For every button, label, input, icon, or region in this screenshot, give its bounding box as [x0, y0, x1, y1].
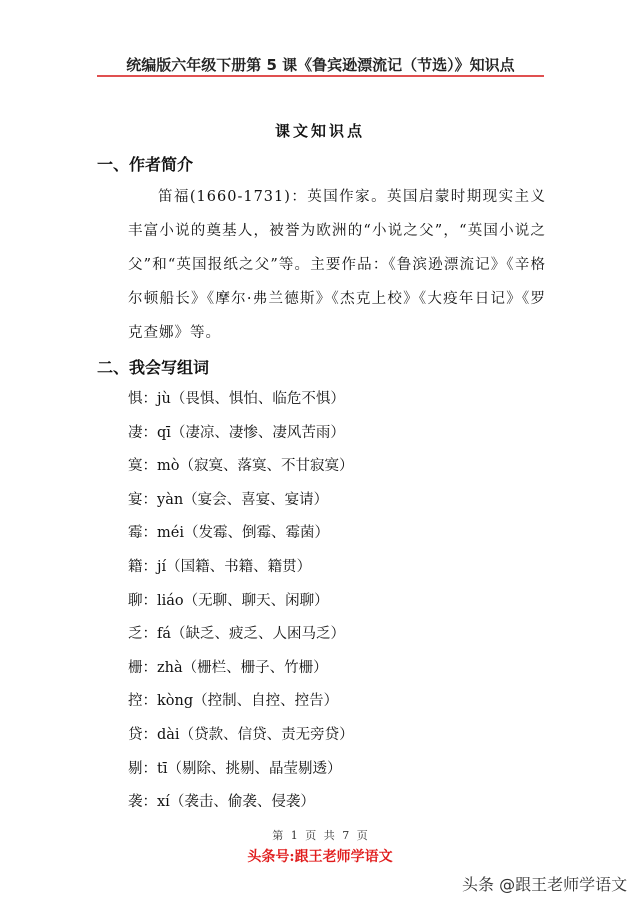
list-item: 宴：yàn（宴会、喜宴、宴请）	[128, 491, 329, 508]
list-item: 乏：fá（缺乏、疲乏、人困马乏）	[128, 626, 346, 643]
author-paragraph: 笛福(1660-1731)：英国作家。英国启蒙时期现实主义丰富小说的奠基人，被誉为欧洲的“小说之父”，“英国小说之父”和“英国报纸之父”等。主要作品：《鲁滨逊漂流记》《辛格尔顿船长》《摩尔·弗兰德斯》《杰克上校》《大疫年日记》《罗克查娜》等。	[128, 189, 546, 341]
list-item: 袭：xí（袭击、偷袭、侵袭）	[128, 794, 315, 811]
document-header: 统编版六年级下册第 5 课《鲁宾逊漂流记（节选）》知识点	[126, 56, 515, 74]
list-item: 剔：tī（剔除、挑剔、晶莹剔透）	[128, 760, 342, 777]
list-item: 霉：méi（发霉、倒霉、霉菌）	[128, 525, 329, 542]
list-item: 控：kòng（控制、自控、控告）	[128, 693, 339, 710]
list-item: 寞：mò（寂寞、落寞、不甘寂寞）	[128, 458, 354, 475]
list-item: 栅：zhà（栅栏、栅子、竹栅）	[128, 659, 328, 676]
list-item: 籍：jí（国籍、书籍、籍贯）	[128, 558, 312, 575]
toutiao-account-tag: 头条 @跟王老师学语文	[462, 875, 628, 894]
section-heading-words: 二、我会写组词	[97, 358, 210, 377]
word-list	[128, 383, 354, 820]
page-number: 第 1 页 共 7 页	[272, 829, 368, 842]
list-item: 聊：liáo（无聊、聊天、闲聊）	[128, 592, 329, 609]
page-title: 课文知识点	[274, 122, 365, 140]
list-item: 凄：qī（凄凉、凄惨、凄风苦雨）	[128, 424, 345, 441]
list-item: 惧：jù（畏惧、惧怕、临危不惧）	[128, 391, 345, 407]
section-heading-author: 一、作者简介	[97, 155, 194, 174]
watermark-text: 头条号:跟王老师学语文	[247, 849, 393, 865]
list-item: 贷：dài（贷款、信贷、责无旁贷）	[128, 726, 354, 743]
header-divider	[97, 75, 544, 77]
